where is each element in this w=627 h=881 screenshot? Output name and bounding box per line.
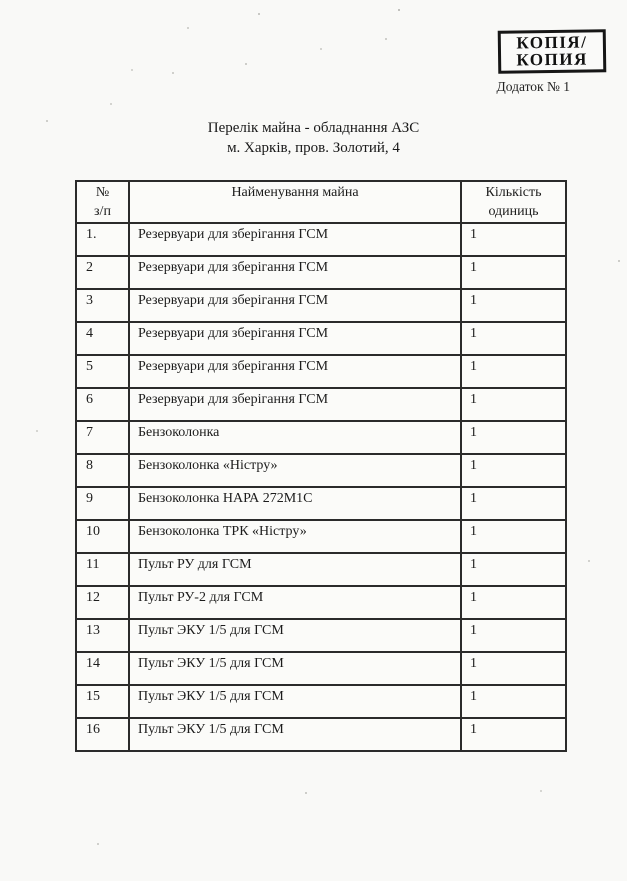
title-line2: м. Харків, пров. Золотий, 4 [227, 139, 400, 156]
header-number-line2: з/п [94, 204, 111, 219]
item-name: Резервуари для зберігання ГСМ [129, 223, 461, 256]
item-name: Пульт ЭКУ 1/5 для ГСМ [129, 652, 461, 685]
annex-label: Додаток № 1 [496, 79, 570, 94]
item-quantity: 1 [461, 454, 566, 487]
item-quantity: 1 [461, 487, 566, 520]
item-quantity: 1 [461, 553, 566, 586]
row-number: 12 [76, 586, 129, 619]
row-number: 1. [76, 223, 129, 256]
item-quantity: 1 [461, 388, 566, 421]
table-row [76, 718, 566, 751]
table-row [76, 553, 566, 586]
table-row [76, 322, 566, 355]
item-name: Пульт РУ-2 для ГСМ [129, 586, 461, 619]
document-title [0, 119, 627, 158]
table-row [76, 421, 566, 454]
table-row [76, 586, 566, 619]
item-quantity: 1 [461, 685, 566, 718]
row-number: 15 [76, 685, 129, 718]
item-quantity: 1 [461, 718, 566, 751]
scan-noise [0, 0, 2, 2]
item-name: Резервуари для зберігання ГСМ [129, 322, 461, 355]
table-row [76, 355, 566, 388]
item-quantity: 1 [461, 256, 566, 289]
item-name: Бензоколонка ТРК «Ністру» [129, 520, 461, 553]
item-name: Пульт РУ для ГСМ [129, 553, 461, 586]
table-row [76, 685, 566, 718]
row-number: 2 [76, 256, 129, 289]
copy-stamp-line1: КОПІЯ/ [516, 32, 588, 53]
table-row [76, 223, 566, 256]
item-quantity: 1 [461, 223, 566, 256]
item-name: Резервуари для зберігання ГСМ [129, 256, 461, 289]
table-row [76, 454, 566, 487]
item-quantity: 1 [461, 619, 566, 652]
item-name: Бензоколонка НАРА 272М1С [129, 487, 461, 520]
table-row [76, 256, 566, 289]
table-header-row [76, 181, 566, 223]
row-number: 8 [76, 454, 129, 487]
item-quantity: 1 [461, 520, 566, 553]
title-line1: Перелік майна - обладнання АЗС [207, 120, 420, 136]
table-row [76, 388, 566, 421]
item-name: Резервуари для зберігання ГСМ [129, 355, 461, 388]
row-number: 16 [76, 718, 129, 751]
row-number: 5 [76, 355, 129, 388]
item-quantity: 1 [461, 652, 566, 685]
item-quantity: 1 [461, 289, 566, 322]
item-name: Резервуари для зберігання ГСМ [129, 388, 461, 421]
header-qty-column [461, 181, 566, 223]
row-number: 3 [76, 289, 129, 322]
item-name: Пульт ЭКУ 1/5 для ГСМ [129, 619, 461, 652]
item-quantity: 1 [461, 322, 566, 355]
copy-stamp [498, 29, 607, 74]
row-number: 6 [76, 388, 129, 421]
row-number: 10 [76, 520, 129, 553]
row-number: 13 [76, 619, 129, 652]
header-qty-line2: одиниць [488, 204, 539, 219]
item-name: Пульт ЭКУ 1/5 для ГСМ [129, 685, 461, 718]
item-quantity: 1 [461, 355, 566, 388]
item-name: Резервуари для зберігання ГСМ [129, 289, 461, 322]
row-number: 7 [76, 421, 129, 454]
table-row [76, 652, 566, 685]
item-quantity: 1 [461, 586, 566, 619]
row-number: 14 [76, 652, 129, 685]
header-qty-line1: Кількість [485, 185, 542, 200]
item-name: Бензоколонка [129, 421, 461, 454]
header-name-column: Найменування майна [129, 181, 461, 223]
table-row [76, 520, 566, 553]
item-name: Пульт ЭКУ 1/5 для ГСМ [129, 718, 461, 751]
property-table [75, 180, 567, 752]
copy-stamp-line2: КОПИЯ [516, 49, 588, 70]
header-number-line1: № [95, 185, 110, 200]
header-number-column [76, 181, 129, 223]
item-name: Бензоколонка «Ністру» [129, 454, 461, 487]
table-row [76, 619, 566, 652]
table-row [76, 289, 566, 322]
row-number: 4 [76, 322, 129, 355]
table-row [76, 487, 566, 520]
row-number: 11 [76, 553, 129, 586]
table-body [76, 223, 566, 751]
row-number: 9 [76, 487, 129, 520]
item-quantity: 1 [461, 421, 566, 454]
